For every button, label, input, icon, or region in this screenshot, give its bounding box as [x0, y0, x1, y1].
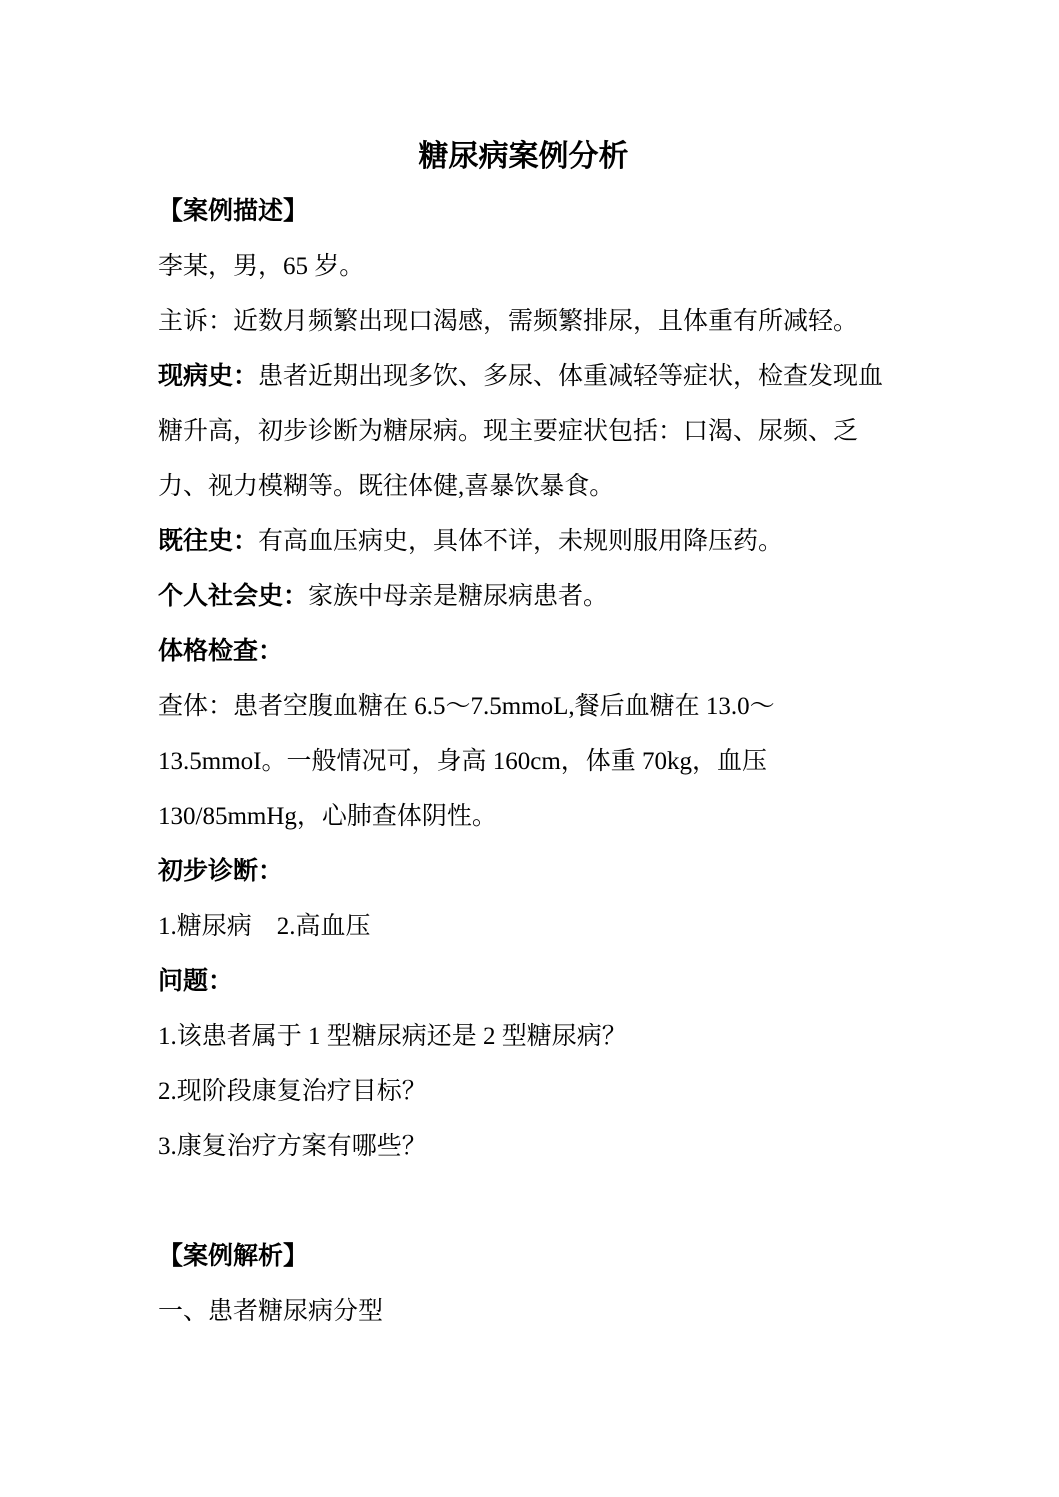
heading-label: 【案例解析】 [158, 1243, 309, 1270]
line-text: 1.糖尿病 2.高血压 [158, 913, 371, 940]
line-chief-complaint [158, 294, 889, 349]
line-present-illness-1 [158, 349, 889, 404]
line-text: 3.康复治疗方案有哪些？ [158, 1133, 427, 1160]
heading-initial-diagnosis [158, 844, 889, 899]
heading-label: 体格检查： [158, 638, 284, 665]
line-label: 既往史： [158, 528, 259, 555]
line-text: 有高血压病史，具体不详，未规则服用降压药。 [258, 528, 784, 555]
line-past-history [158, 514, 889, 569]
line-text: 糖升高，初步诊断为糖尿病。现主要症状包括：口渴、尿频、乏 [158, 418, 859, 445]
line-diagnosis-list [158, 899, 889, 954]
line-exam-findings-1 [158, 679, 889, 734]
line-personal-social-history [158, 569, 889, 624]
heading-label: 【案例描述】 [158, 198, 309, 225]
line-text: 主诉：近数月频繁出现口渴感，需频繁排尿，且体重有所减轻。 [158, 308, 859, 335]
line-text: 李某，男，65 岁。 [158, 253, 365, 280]
line-question-1 [158, 1009, 889, 1064]
line-text: 130/85mmHg，心肺查体阴性。 [158, 803, 497, 830]
heading-label: 问题： [158, 968, 234, 995]
line-question-3 [158, 1119, 889, 1174]
line-text: 一、患者糖尿病分型 [158, 1298, 384, 1325]
line-text: 力、视力模糊等。既往体健,喜暴饮暴食。 [158, 473, 615, 500]
line-analysis-item-1 [158, 1284, 889, 1339]
line-present-illness-2 [158, 404, 889, 459]
line-label: 现病史： [158, 363, 259, 390]
heading-label: 初步诊断： [158, 858, 284, 885]
blank-line [158, 1174, 889, 1229]
line-text: 患者近期出现多饮、多尿、体重减轻等症状，检查发现血 [258, 363, 884, 390]
line-exam-findings-3 [158, 789, 889, 844]
heading-questions [158, 954, 889, 1009]
line-label: 个人社会史： [158, 583, 309, 610]
line-text: 13.5mmoI。一般情况可，身高 160cm，体重 70kg，血压 [158, 748, 768, 775]
line-text: 1.该患者属于 1 型糖尿病还是 2 型糖尿病？ [158, 1023, 627, 1050]
document-title: 糖尿病案例分析 [418, 140, 629, 173]
line-present-illness-3 [158, 459, 889, 514]
heading-case-analysis [158, 1229, 889, 1284]
line-question-2 [158, 1064, 889, 1119]
heading-case-description [158, 184, 889, 239]
line-text: 家族中母亲是糖尿病患者。 [308, 583, 609, 610]
line-text: 查体：患者空腹血糖在 6.5～7.5mmoL,餐后血糖在 13.0～ [158, 693, 775, 720]
heading-physical-exam [158, 624, 889, 679]
line-exam-findings-2 [158, 734, 889, 789]
line-patient-info [158, 239, 889, 294]
line-text: 2.现阶段康复治疗目标？ [158, 1078, 427, 1105]
